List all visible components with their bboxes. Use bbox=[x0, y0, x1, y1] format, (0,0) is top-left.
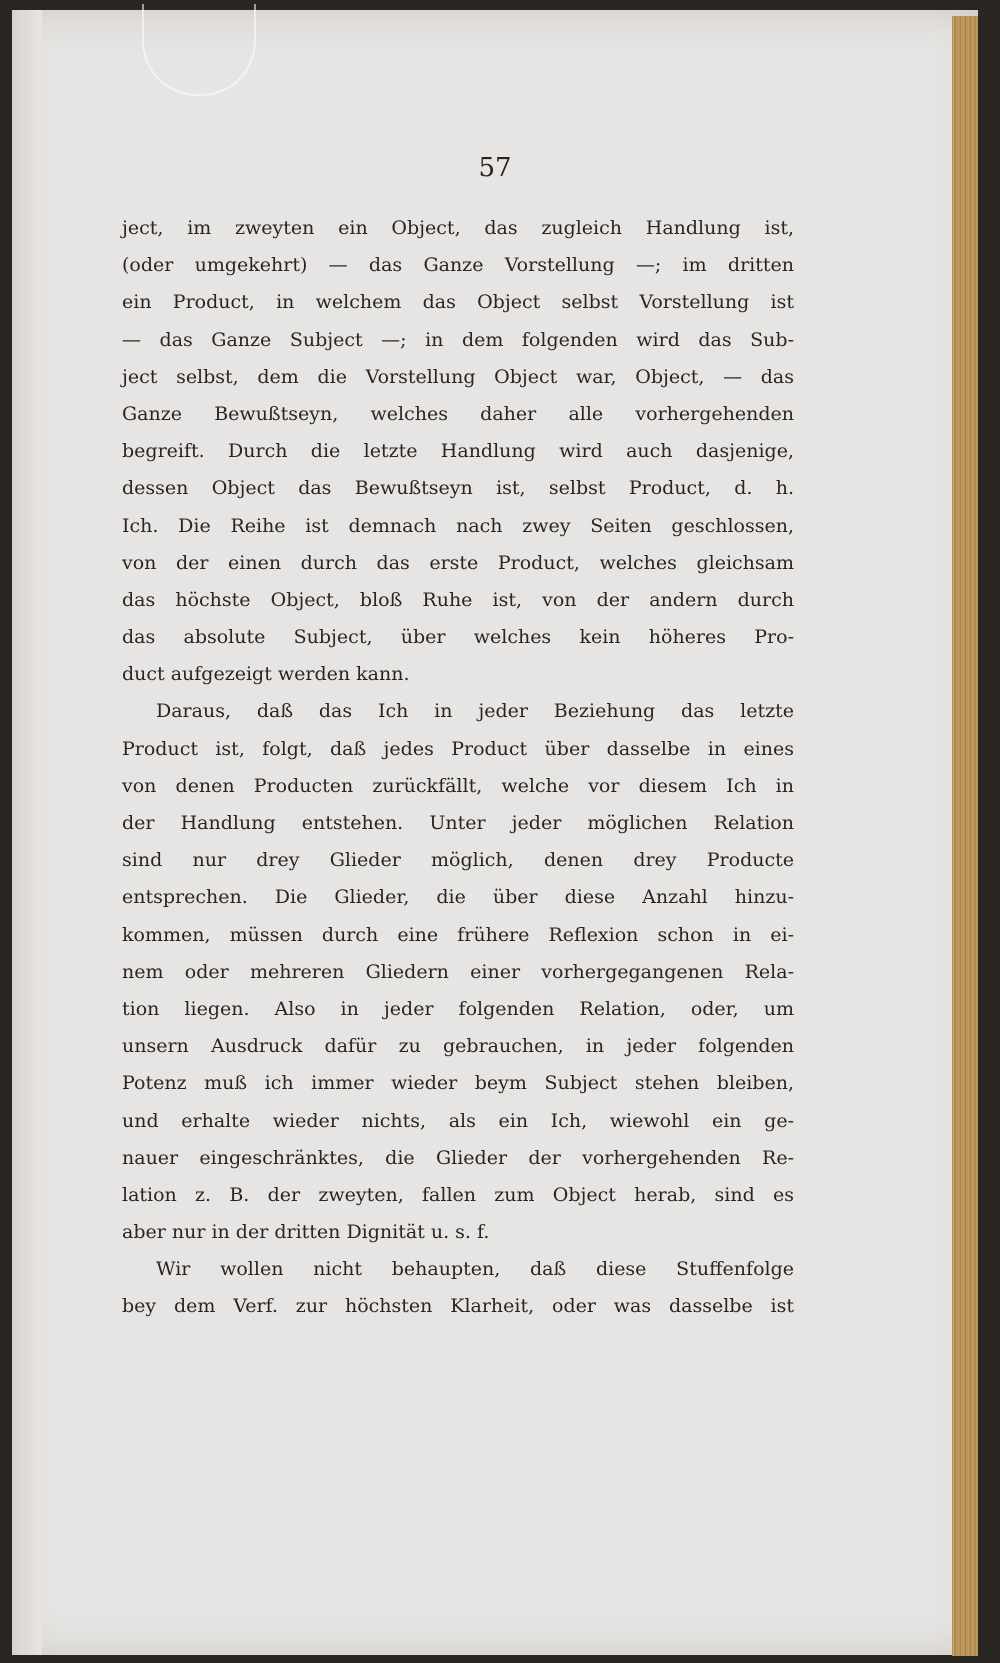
text-line: nem oder mehreren Gliedern einer vorhergegangenen Rela- bbox=[122, 960, 794, 983]
text-line: ject selbst, dem die Vorstellung Object war, Object, — das bbox=[122, 365, 794, 388]
text-line: tion liegen. Also in jeder folgenden Relation, oder, um bbox=[122, 997, 794, 1020]
bookmark-string bbox=[142, 4, 256, 96]
text-line: von der einen durch das erste Product, welches gleichsam bbox=[122, 551, 794, 574]
text-line: ein Product, in welchem das Object selbst Vorstellung ist bbox=[122, 291, 794, 314]
page-fore-edge bbox=[952, 16, 978, 1656]
text-line: Ganze Bewußtseyn, welches daher alle vorhergehenden bbox=[122, 402, 794, 425]
text-line: Potenz muß ich immer wieder beym Subject stehen bleiben, bbox=[122, 1072, 794, 1095]
text-line: duct aufgezeigt werden kann. bbox=[122, 663, 410, 686]
text-line: aber nur in der dritten Dignität u. s. f. bbox=[122, 1221, 490, 1244]
gutter-shadow bbox=[12, 10, 42, 1655]
text-line: (oder umgekehrt) — das Ganze Vorstellung —; im dritten bbox=[122, 254, 794, 277]
text-line: der Handlung entstehen. Unter jeder möglichen Relation bbox=[122, 812, 794, 834]
text-line: begreift. Durch die letzte Handlung wird auch dasjenige, bbox=[122, 440, 794, 463]
text-line: kommen, müssen durch eine frühere Reflexion schon in ei- bbox=[122, 923, 794, 946]
text-line: sind nur drey Glieder möglich, denen drey Producte bbox=[122, 849, 794, 872]
text-line: von denen Producten zurückfällt, welche vor diesem Ich in bbox=[122, 774, 794, 797]
text-line: Daraus, daß das Ich in jeder Beziehung das letzte bbox=[156, 700, 794, 723]
text-line: — das Ganze Subject —; in dem folgenden wird das Sub- bbox=[122, 328, 794, 351]
text-line: Product ist, folgt, daß jedes Product über dasselbe in eines bbox=[122, 737, 794, 760]
text-line: das absolute Subject, über welches kein höheres Pro- bbox=[122, 626, 794, 649]
text-line: unsern Ausdruck dafür zu gebrauchen, in jeder folgenden bbox=[122, 1035, 794, 1058]
text-line: bey dem Verf. zur höchsten Klarheit, oder was dasselbe ist bbox=[122, 1295, 794, 1318]
text-line: entsprechen. Die Glieder, die über diese Anzahl hinzu- bbox=[122, 886, 794, 909]
text-line: lation z. B. der zweyten, fallen zum Object herab, sind es bbox=[122, 1183, 794, 1206]
page-number: 57 bbox=[478, 153, 512, 183]
text-line: das höchste Object, bloß Ruhe ist, von der andern durch bbox=[122, 588, 794, 611]
text-line: und erhalte wieder nichts, als ein Ich, wiewohl ein ge- bbox=[122, 1109, 794, 1132]
body-text bbox=[122, 210, 794, 1326]
text-line: ject, im zweyten ein Object, das zugleich Handlung ist, bbox=[122, 217, 794, 239]
text-line: Wir wollen nicht behaupten, daß diese Stuffenfolge bbox=[156, 1258, 794, 1281]
text-line: nauer eingeschränktes, die Glieder der vorhergehenden Re- bbox=[122, 1146, 794, 1169]
text-line: dessen Object das Bewußtseyn ist, selbst Product, d. h. bbox=[122, 477, 794, 500]
text-line: Ich. Die Reihe ist demnach nach zwey Seiten geschlossen, bbox=[122, 514, 794, 537]
paper-page bbox=[12, 10, 978, 1655]
